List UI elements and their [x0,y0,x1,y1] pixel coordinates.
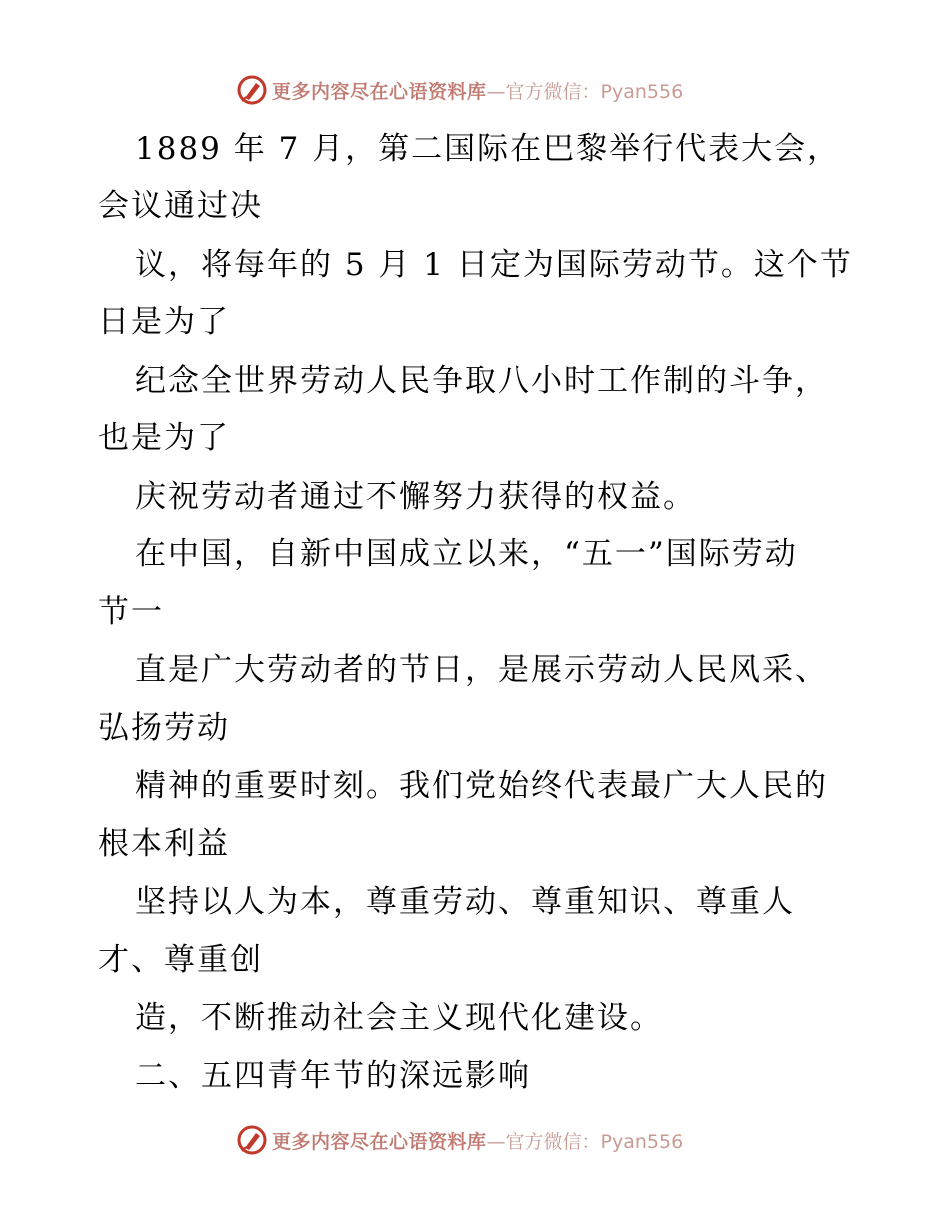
body-line: 才、尊重创 [98,942,263,978]
watermark-main-text: 更多内容尽在心语资料库 [272,1130,487,1153]
pen-logo-icon [236,1124,268,1156]
body-line: 纪念全世界劳动人民争取八小时工作制的斗争， [135,363,828,399]
watermark-sub-text: —官方微信：Pyan556 [486,80,684,103]
body-line: 根本利益 [98,826,230,862]
watermark-sub-text: —官方微信：Pyan556 [486,1130,684,1153]
body-line: 在中国，自新中国成立以来，“五一”国际劳动 [135,536,798,572]
pen-logo-icon [236,74,268,106]
body-line: 也是为了 [98,420,230,456]
body-line: 议，将每年的 5 月 1 日定为国际劳动节。这个节 [135,247,853,283]
body-line: 1889 年 7 月，第二国际在巴黎举行代表大会， [135,131,841,167]
body-line: 庆祝劳动者通过不懈努力获得的权益。 [135,479,696,515]
body-line: 节一 [98,594,164,630]
section-heading: 二、五四青年节的深远影响 [135,1058,531,1094]
body-line: 日是为了 [98,304,230,340]
body-line: 精神的重要时刻。我们党始终代表最广大人民的 [135,768,828,804]
body-line: 造，不断推动社会主义现代化建设。 [135,1000,663,1036]
body-line: 弘扬劳动 [98,710,230,746]
watermark-main-text: 更多内容尽在心语资料库 [272,80,487,103]
header-watermark [236,73,683,107]
body-line: 坚持以人为本，尊重劳动、尊重知识、尊重人 [135,884,795,920]
body-line: 会议通过决 [98,188,263,224]
footer-watermark [236,1123,683,1157]
body-line: 直是广大劳动者的节日，是展示劳动人民风采、 [135,652,828,688]
